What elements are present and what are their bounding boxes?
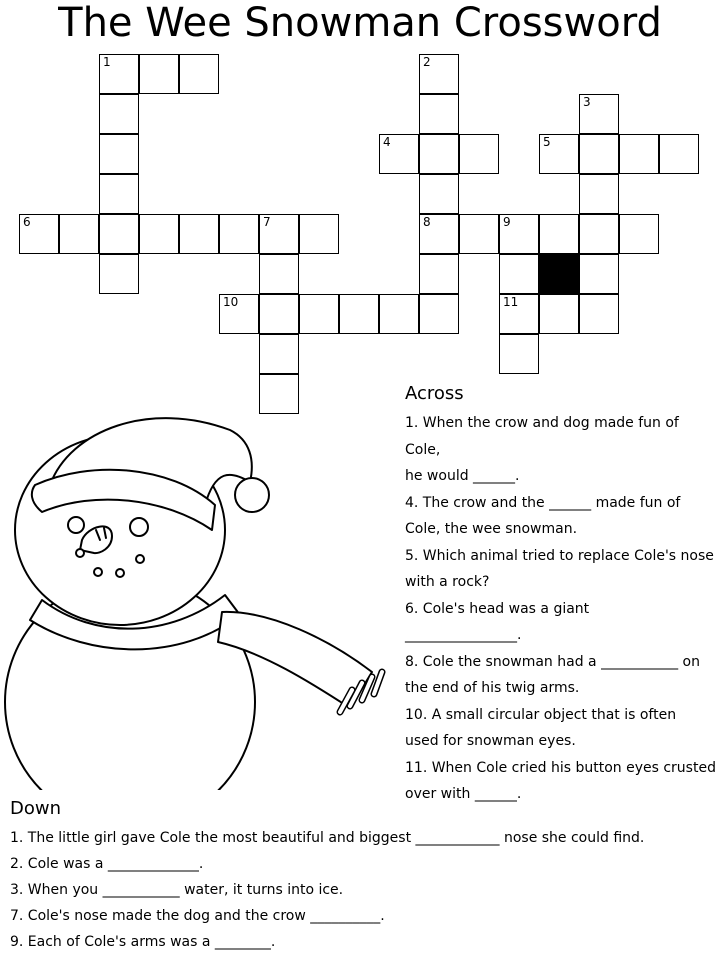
grid-cell[interactable] [419,174,459,214]
clue-line: ________________. [405,627,522,643]
grid-cell[interactable] [99,94,139,134]
clue-number: 7 [263,215,271,229]
clue-line: 5. Which animal tried to replace Cole's nose [405,547,714,564]
clue-number: 5 [543,135,551,149]
clue-line: Cole, the wee snowman. [405,521,578,537]
clue-line: 4. The crow and the ______ made fun of [405,494,681,511]
grid-cell[interactable] [419,94,459,134]
clue-line: 11. When Cole cried his button eyes crusted [405,759,716,776]
down-heading: Down [10,798,62,819]
clue-number: 8 [423,215,431,229]
grid-cell[interactable] [579,254,619,294]
grid-cell[interactable] [259,294,299,334]
grid-cell[interactable] [379,294,419,334]
grid-cell[interactable] [539,294,579,334]
clue-line: the end of his twig arms. [405,680,580,696]
grid-cell[interactable] [219,214,259,254]
mouth-dot [136,555,144,563]
clue-number: 4 [383,135,391,149]
down-clues [10,798,710,955]
clue-line: 1. The little girl gave Cole the most beautiful and biggest ____________ nose she could find. [10,830,645,846]
grid-cell[interactable] [379,134,419,174]
clue-number: 2 [423,55,431,69]
across-heading: Across [405,383,464,404]
clue-line: 3. When you ___________ water, it turns into ice. [10,882,344,898]
grid-cell[interactable] [259,214,299,254]
grid-cell[interactable] [179,214,219,254]
grid-cell[interactable] [499,214,539,254]
grid-cell[interactable] [579,214,619,254]
grid-cell[interactable] [499,254,539,294]
grid-cell[interactable] [99,214,139,254]
clue-line: over with ______. [405,786,522,802]
grid-cell[interactable] [459,214,499,254]
mouth-dot [76,549,84,557]
eye-icon [68,517,84,533]
clue-line: 10. A small circular object that is often [405,706,677,723]
eye-icon [130,518,148,536]
grid-cell[interactable] [579,174,619,214]
crossword-grid [0,0,720,420]
grid-cell[interactable] [539,134,579,174]
snowman-illustration [0,390,400,790]
black-cell [539,254,579,294]
grid-cell[interactable] [179,54,219,94]
grid-cell[interactable] [259,254,299,294]
page-title: The Wee Snowman Crossword [58,0,662,46]
grid-cell[interactable] [619,134,659,174]
grid-cell[interactable] [499,294,539,334]
grid-cell[interactable] [539,214,579,254]
grid-cell[interactable] [499,334,539,374]
clue-line: with a rock? [405,574,490,590]
grid-cell[interactable] [459,134,499,174]
grid-cell[interactable] [99,134,139,174]
grid-cell[interactable] [19,214,59,254]
clue-line: 8. Cole the snowman had a ___________ on [405,653,700,670]
mouth-dot [94,568,102,576]
clue-number: 3 [583,95,591,109]
grid-cell[interactable] [419,54,459,94]
clue-line: 9. Each of Cole's arms was a ________. [10,934,276,950]
clue-number: 1 [103,55,111,69]
pompom-icon [235,478,269,512]
grid-cell[interactable] [579,134,619,174]
grid-cell[interactable] [339,294,379,334]
grid-cell[interactable] [419,214,459,254]
grid-cell[interactable] [419,134,459,174]
clue-line: 6. Cole's head was a giant [405,600,590,617]
grid-cell[interactable] [99,254,139,294]
grid-cell[interactable] [139,54,179,94]
clue-number: 9 [503,215,511,229]
clue-number: 6 [23,215,31,229]
grid-cell[interactable] [99,54,139,94]
grid-cell[interactable] [299,294,339,334]
grid-cell[interactable] [579,94,619,134]
across-clues [405,383,717,808]
grid-cell[interactable] [419,294,459,334]
clue-number: 10 [223,295,239,309]
clue-line: 7. Cole's nose made the dog and the crow __________. [10,908,385,924]
grid-cell[interactable] [59,214,99,254]
grid-cell[interactable] [579,294,619,334]
clue-line: he would ______. [405,468,520,484]
grid-cell[interactable] [659,134,699,174]
grid-cell[interactable] [139,214,179,254]
mouth-dot [116,569,124,577]
grid-cell[interactable] [99,174,139,214]
clue-line: 1. When the crow and dog made fun of Cole, [405,415,679,458]
clue-line: used for snowman eyes. [405,733,576,749]
grid-cell[interactable] [619,214,659,254]
clue-number: 11 [503,295,519,309]
grid-cell[interactable] [259,334,299,374]
grid-cell[interactable] [299,214,339,254]
grid-cell[interactable] [419,254,459,294]
grid-cell[interactable] [219,294,259,334]
clue-line: 2. Cole was a _____________. [10,856,204,872]
